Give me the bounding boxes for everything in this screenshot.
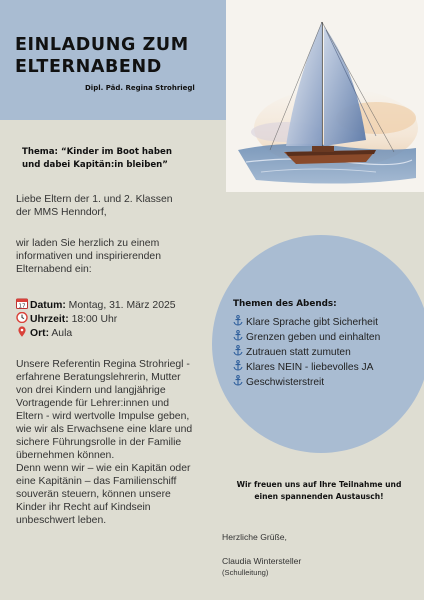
description-line: erfahrene Beratungslehrerin, Mutter	[16, 372, 181, 383]
speaker-description	[16, 358, 221, 527]
author-name: Dipl. Päd. Regina Strohriegl	[85, 84, 195, 92]
topics-title: Themen des Abends:	[233, 299, 337, 309]
invitation-text	[16, 237, 216, 276]
closing-line-2: einen spannenden Austausch!	[254, 492, 384, 501]
description-line: Unsere Referentin Regina Strohriegl -	[16, 359, 190, 370]
greeting: Herzliche Grüße,	[222, 532, 287, 542]
event-place	[16, 326, 216, 340]
intro-line-4: informativen und inspirierenden	[16, 251, 161, 262]
description-line: Denn wenn wir – wie ein Kapitän oder	[16, 463, 191, 474]
description-line: eine Kapitänin – das Familienschiff	[16, 476, 177, 487]
calendar-day: 17	[18, 303, 26, 309]
intro-line-2: der MMS Henndorf,	[16, 207, 107, 218]
description-line: übernehmen können.	[16, 450, 115, 461]
topics-circle	[212, 235, 424, 453]
page-title	[15, 34, 215, 78]
description-line: wie wir als Erwachsene eine klare und	[16, 424, 193, 435]
description-line: sichere Führungsrolle in der Familie	[16, 437, 182, 448]
topic-label: Geschwisterstreit	[246, 377, 325, 388]
theme-line-1: Thema: “Kinder im Boot haben	[22, 147, 172, 157]
closing-line-1: Wir freuen uns auf Ihre Teilnahme und	[236, 480, 402, 489]
intro-line-3: wir laden Sie herzlich zu einem	[16, 238, 160, 249]
topic-label: Klare Sprache gibt Sicherheit	[246, 317, 378, 328]
calendar-icon	[16, 298, 28, 309]
anchor-icon	[233, 360, 243, 371]
event-time	[16, 312, 216, 326]
signatory-role: (Schulleitung)	[222, 568, 269, 577]
location-pin-icon	[16, 326, 28, 337]
anchor-icon	[233, 315, 243, 326]
place-value: Aula	[49, 328, 73, 339]
title-line-1: EINLADUNG ZUM	[15, 35, 189, 55]
topic-item	[233, 375, 324, 388]
topic-label: Klares NEIN - liebevolles JA	[246, 362, 374, 373]
closing-message	[222, 479, 416, 503]
sailboat-illustration	[226, 0, 424, 192]
date-label: Datum:	[30, 300, 66, 311]
date-value: Montag, 31. März 2025	[65, 300, 176, 311]
topic-item	[233, 315, 378, 328]
description-line: von drei Kindern und langjährige	[16, 385, 166, 396]
event-date	[16, 298, 216, 312]
salutation	[16, 193, 216, 219]
clock-icon	[16, 312, 28, 323]
topic-item	[233, 360, 373, 373]
description-line: Vortragende für Lehrer:innen und	[16, 398, 170, 409]
description-line: Kinder ihr Recht auf Kindsein	[16, 502, 151, 513]
signatory-name: Claudia Wintersteller	[222, 556, 302, 566]
event-theme	[22, 146, 222, 172]
anchor-icon	[233, 330, 243, 341]
intro-line-5: Elternabend ein:	[16, 264, 92, 275]
title-line-2: ELTERNABEND	[15, 57, 162, 77]
time-label: Uhrzeit:	[30, 314, 69, 325]
description-line: souverän steuern, können unsere	[16, 489, 171, 500]
description-line: unbeschwert leben.	[16, 515, 107, 526]
description-line: Eltern - wird wertvolle Impulse geben,	[16, 411, 190, 422]
place-label: Ort:	[30, 328, 50, 339]
anchor-icon	[233, 375, 243, 386]
theme-line-2: und dabei Kapitän:in bleiben”	[22, 160, 168, 170]
topic-label: Grenzen geben und einhalten	[246, 332, 381, 343]
topic-item	[233, 345, 351, 358]
topic-label: Zutrauen statt zumuten	[246, 347, 351, 358]
intro-line-1: Liebe Eltern der 1. und 2. Klassen	[16, 194, 173, 205]
topic-item	[233, 330, 380, 343]
anchor-icon	[233, 345, 243, 356]
time-value: 18:00 Uhr	[68, 314, 118, 325]
sailboat-image	[226, 0, 424, 192]
